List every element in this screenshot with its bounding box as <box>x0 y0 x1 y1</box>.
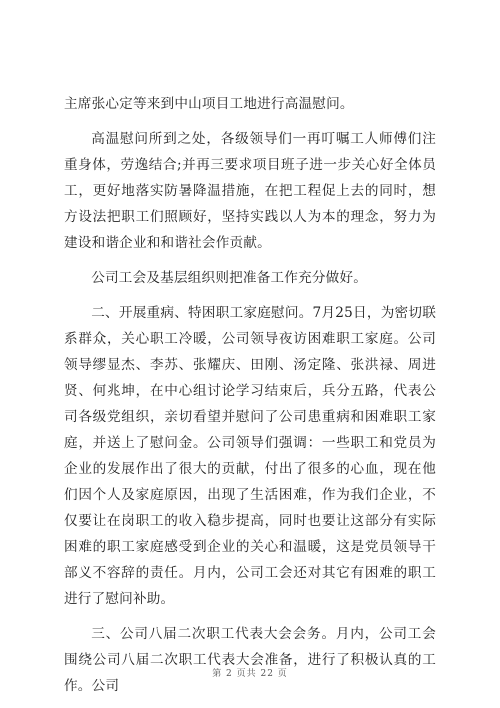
paragraph-1: 主席张心定等来到中山项目工地进行高温慰问。 <box>64 96 354 112</box>
paragraph-4: 二、开展重病、特困职工家庭慰问。7月25日，为密切联系群众，关心职工冷暖，公司领导夜访困难职工家庭。公司领导缪显杰、李苏、张耀庆、田刚、汤定隆、张洪禄、周进贤、何兆坤，在中心组讨论学习结束后，兵分五路，代表公司各级党组织，亲切看望并慰问了公司患重病和困难职工家庭，并送上了慰问金。公司领导们强调：一些职工和党员为企业的发展作出了很大的贡献，付出了很多的心血，现在他们因个人及家庭原因，出现了生活困难，作为我们企业，不仅要让在岗职工的收入稳步提高，同时也要让这部分有实际困难的职工家庭感受到企业的关心和温暖，这是党员领导干部义不容辞的责任。月内，公司工会还对其它有困难的职工进行了慰问补助。 <box>64 305 436 607</box>
paragraph-3: 公司工会及基层组织则把准备工作充分做好。 <box>91 270 368 286</box>
paragraph-2: 高温慰问所到之处，各级领导们一再叮嘱工人师傅们注重身体，劳逸结合;并再三要求项目班子进一步关心好全体员工，更好地落实防暑降温措施，在把工程促上去的同时，想方设法把职工们照顾好，坚持实践以人为本的理念，努力为建设和谐企业和和谐社会作贡献。 <box>64 131 436 251</box>
page-number-footer: 第 2 页共 22 页 <box>212 669 288 679</box>
document-body <box>64 91 436 708</box>
paragraph-5: 三、公司八届二次职工代表大会会务。月内，公司工会围绕公司八届二次职工代表大会准备，进行了积极认真的工作。公司 <box>64 626 436 694</box>
